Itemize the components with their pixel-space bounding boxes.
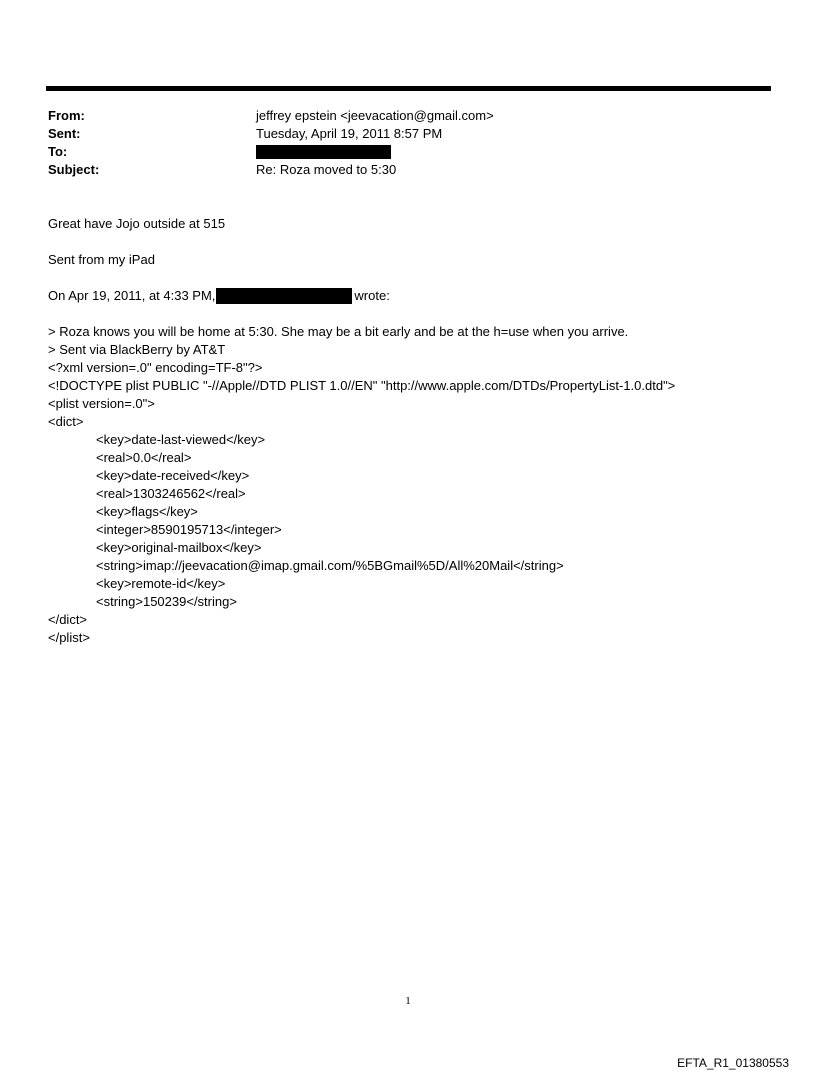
dict-line: <string>imap://jeevacation@imap.gmail.com/%5BGmail%5D/All%20Mail</string> bbox=[96, 558, 564, 573]
to-value bbox=[256, 143, 396, 161]
bates-number: EFTA_R1_01380553 bbox=[677, 1056, 789, 1070]
redaction-box bbox=[256, 145, 391, 159]
page-number: 1 bbox=[405, 995, 411, 1007]
xml-line: <?xml version=.0" encoding=TF-8"?> bbox=[48, 360, 263, 375]
quoted-line: > Sent via BlackBerry by AT&T bbox=[48, 342, 226, 357]
xml-line: <!DOCTYPE plist PUBLIC "-//Apple//DTD PLIST 1.0//EN" "http://www.apple.com/DTDs/PropertyList-1.0.dtd"> bbox=[48, 378, 676, 393]
message-line: Great have Jojo outside at 515 bbox=[48, 216, 226, 231]
xml-line: </dict> bbox=[48, 612, 88, 627]
dict-line: <key>date-received</key> bbox=[96, 468, 250, 483]
to-row bbox=[48, 143, 748, 161]
dict-line: <key>original-mailbox</key> bbox=[96, 540, 262, 555]
subject-row bbox=[48, 161, 748, 179]
to-label: To: bbox=[48, 144, 68, 159]
dict-line: <integer>8590195713</integer> bbox=[96, 522, 282, 537]
from-value: jeffrey epstein <jeevacation@gmail.com> bbox=[256, 108, 494, 123]
dict-line: <key>remote-id</key> bbox=[96, 576, 226, 591]
from-row bbox=[48, 107, 748, 125]
from-label: From: bbox=[48, 108, 85, 123]
quote-intro-text: On Apr 19, 2011, at 4:33 PM, bbox=[48, 288, 216, 303]
quote-intro-wrote: wrote: bbox=[354, 288, 390, 303]
dict-line: <real>1303246562</real> bbox=[96, 486, 246, 501]
xml-line: <plist version=.0"> bbox=[48, 396, 155, 411]
redaction-box bbox=[216, 288, 352, 304]
subject-value: Re: Roza moved to 5:30 bbox=[256, 162, 397, 177]
sent-row bbox=[48, 125, 748, 143]
dict-line: <string>150239</string> bbox=[96, 594, 237, 609]
quote-intro bbox=[48, 287, 390, 305]
dict-line: <key>date-last-viewed</key> bbox=[96, 432, 266, 447]
quoted-line: > Roza knows you will be home at 5:30. She may be a bit early and be at the h=use when you arrive. bbox=[48, 324, 629, 339]
header-divider bbox=[46, 86, 771, 91]
sent-label: Sent: bbox=[48, 126, 81, 141]
xml-line: <dict> bbox=[48, 414, 84, 429]
sent-value: Tuesday, April 19, 2011 8:57 PM bbox=[256, 126, 443, 141]
xml-line: </plist> bbox=[48, 630, 90, 645]
dict-line: <key>flags</key> bbox=[96, 504, 198, 519]
signature-line: Sent from my iPad bbox=[48, 252, 155, 267]
dict-line: <real>0.0</real> bbox=[96, 450, 192, 465]
subject-label: Subject: bbox=[48, 162, 100, 177]
